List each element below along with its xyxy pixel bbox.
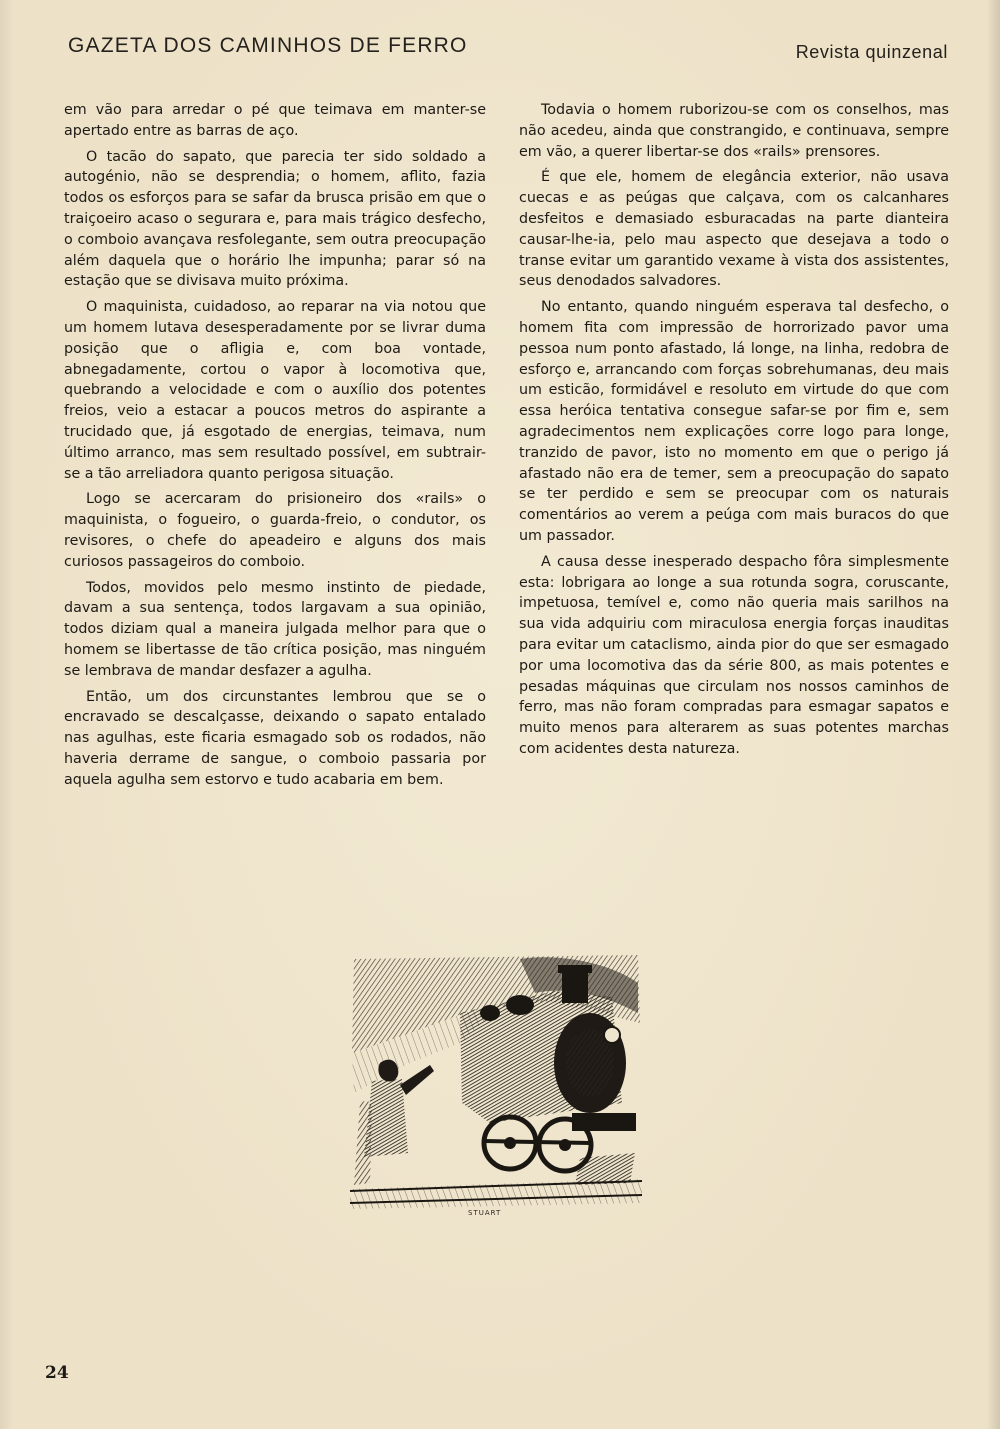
artist-signature: STUART bbox=[468, 1209, 502, 1217]
paragraph: em vão para arredar o pé que teimava em manter-se apertado entre as barras de aço. bbox=[64, 102, 486, 139]
paragraph: Então, um dos circunstantes lembrou que se o encravado se descalçasse, deixando o sapato entalado nas agulhas, este ficaria esmagado sob os rodados, não haveria derrame de sangue, o comboio passaria por aquela agulha sem estorvo e tudo acabaria em bem. bbox=[64, 688, 486, 788]
paragraph: Logo se acercaram do prisioneiro dos «rails» o maquinista, o fogueiro, o guarda-freio, o condutor, os revisores, o chefe do apeadeiro e alguns dos mais curiosos passageiros do comboio. bbox=[64, 491, 486, 570]
paragraph: É que ele, homem de elegância exterior, não usava cuecas e as peúgas que calçava, com os calcanhares desfeitos e demasiado esburacadas na parte dianteira causar-lhe-ia, pelo mau aspecto que desejava a todo o transe evitar um garantido vexame à vista dos assistentes, seus denodados salvadores. bbox=[519, 169, 949, 290]
text-column-left bbox=[64, 100, 486, 796]
paragraph: Todos, movidos pelo mesmo instinto de piedade, davam a sua sentença, todos largavam a sua opinião, todos diziam qual a maneira julgada melhor para que o homem se libertasse de tão crítica posição, mas ninguém se lembrava de mandar desfazer a agulha. bbox=[64, 579, 486, 679]
magazine-title: GAZETA DOS CAMINHOS DE FERRO bbox=[68, 34, 468, 57]
paragraph: O maquinista, cuidadoso, ao reparar na via notou que um homem lutava desesperadamente por se livrar duma posição que o afligia e, com boa vontade, abnegadamente, cortou o vapor à locomotiva que, quebrando a velocidade e com o auxílio dos potentes freios, veio a estacar a poucos metros do aspirante a trucidado que, já esgotado de energias, teimava, num último arranco, mas sem resultado possível, em subtrair-se a tão arreliadora quanto perigosa situação. bbox=[64, 299, 486, 482]
locomotive-illustration bbox=[350, 953, 642, 1217]
paragraph: No entanto, quando ninguém esperava tal desfecho, o homem fita com impressão de horrorizado pavor uma pessoa num ponto afastado, lá longe, na linha, redobra de esforço e, arrancando com forças sobrehumanas, deu mais um esticão, formidável e resoluto em virtude do que com essa heróica tentativa consegue safar-se por fim e, sem agradecimentos nem explicações corre logo para longe, tranzido de pavor, isto no momento em que o perigo já afastado não era de temer, sem a preocupação do sapato se ter perdido e sem se preocupar com os naturais comentários ao verem a peúga com mais buracos do que um passador. bbox=[519, 299, 949, 544]
paragraph: A causa desse inesperado despacho fôra simplesmente esta: lobrigara ao longe a sua rotunda sogra, coruscante, impetuosa, temível e, como não queria mais sarilhos na sua vida adquiriu com miraculosa energia forças inauditas para evitar um cataclismo, ainda pior do que ser esmagado por uma locomotiva das da série 800, as mais potentes e pesadas máquinas que circulam nos nossos caminhos de ferro, mas não foram compradas para esmagar sapatos e muito menos para alterarem as suas potentes marchas com acidentes desta natureza. bbox=[519, 553, 949, 757]
locomotive-engraving-icon bbox=[350, 953, 642, 1217]
magazine-subtitle: Revista quinzenal bbox=[795, 42, 948, 62]
text-column-right bbox=[519, 100, 949, 765]
paragraph: Todavia o homem ruborizou-se com os conselhos, mas não acedeu, ainda que constrangido, e continuava, sempre em vão, a querer libertar-se dos «rails» prensores. bbox=[519, 102, 949, 160]
page-number: 24 bbox=[45, 1363, 69, 1383]
paragraph: O tacão do sapato, que parecia ter sido soldado a autogénio, não se desprendia; o homem, aflito, fazia todos os esforços para se safar da brusca prisão em que o traiçoeiro acaso o segurara e, para mais trágico desfecho, o comboio avançava resfolegante, sem outra preocupação além daquela que o horário lhe impunha; parar só na estação que se divisava muito próxima. bbox=[64, 148, 486, 290]
